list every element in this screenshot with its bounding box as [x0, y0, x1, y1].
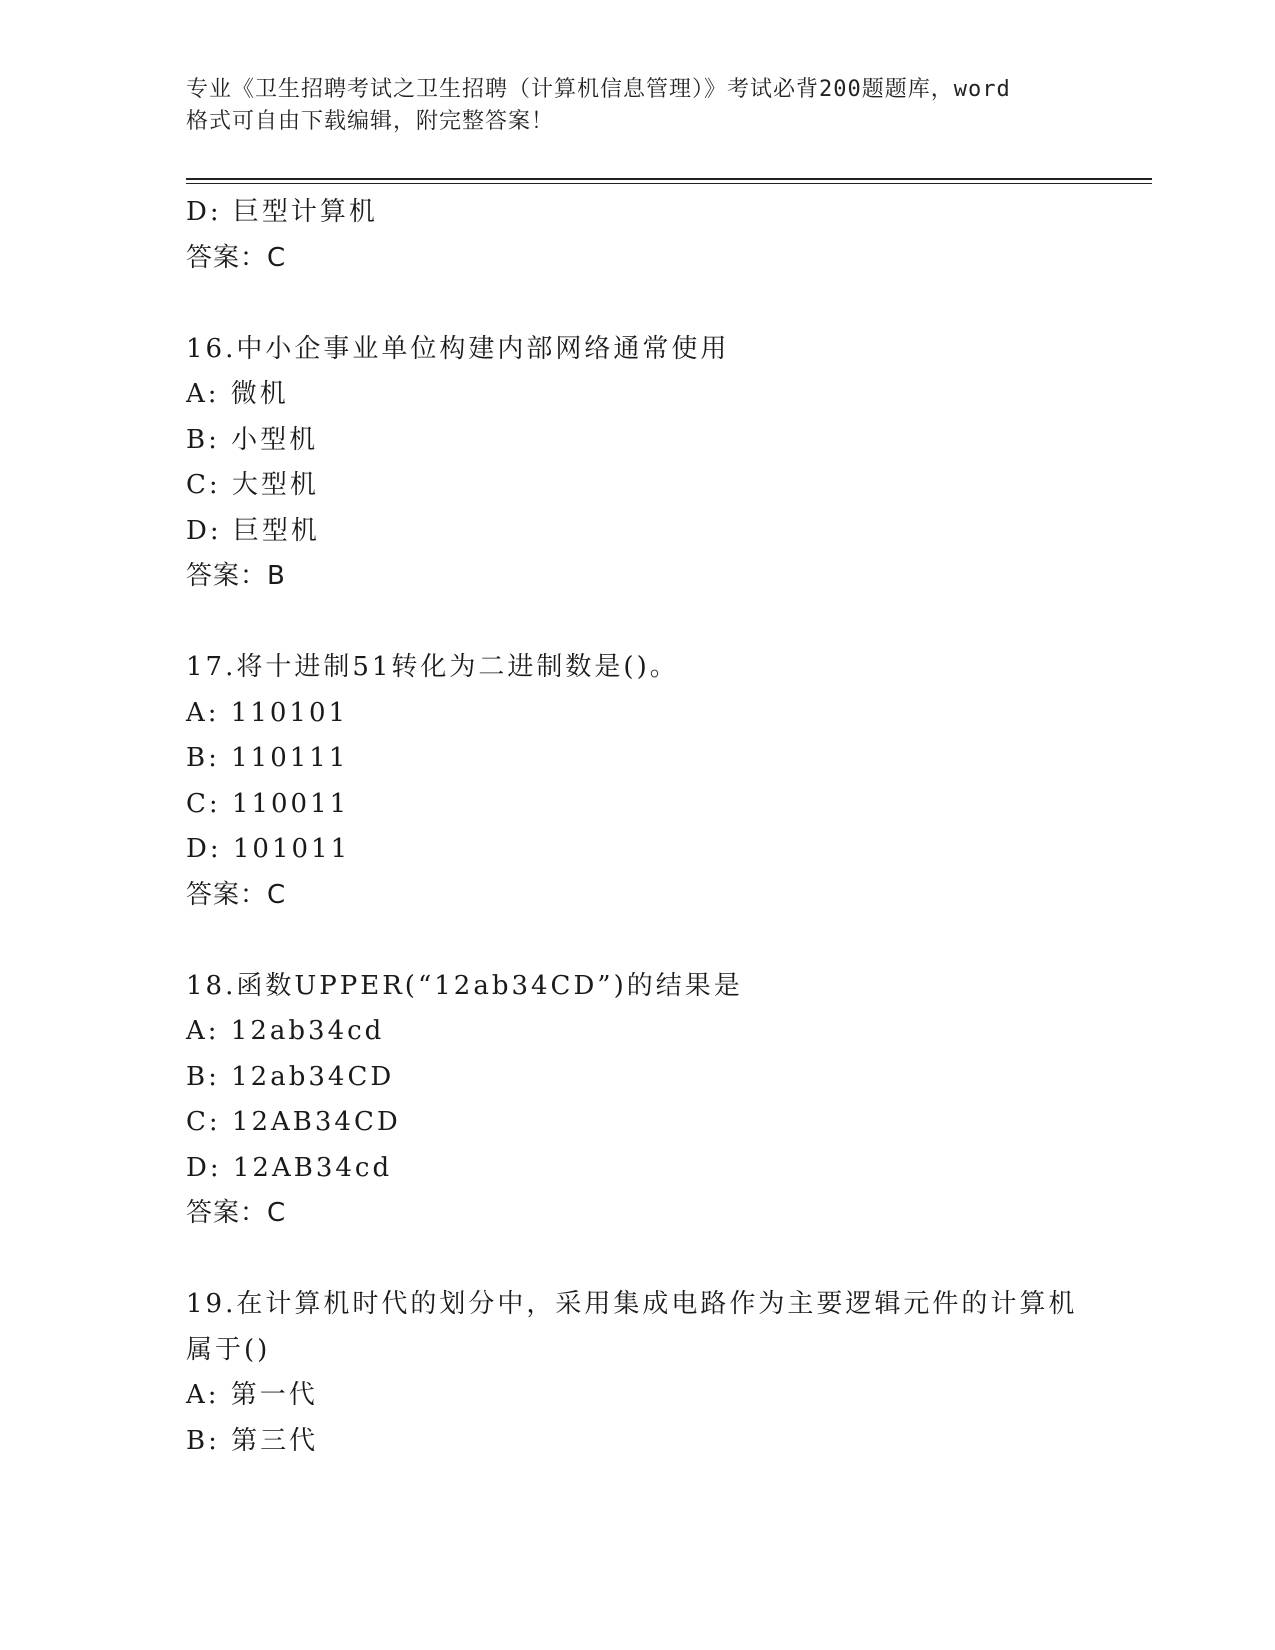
option-a: A: 110101: [186, 697, 349, 728]
header-divider-thin: [186, 183, 1152, 184]
answer: 答案：B: [186, 561, 286, 591]
option-a: A: 12ab34cd: [186, 1016, 385, 1046]
question-stem: 17.将十进制51转化为二进制数是()。: [186, 652, 679, 682]
spacer: [186, 918, 1146, 964]
answer: 答案：C: [186, 1198, 287, 1228]
question-16: [186, 327, 1146, 600]
option-a: A: 微机: [186, 379, 289, 409]
option-c: C: 12AB34CD: [186, 1107, 401, 1137]
option-d: D: 巨型机: [186, 515, 320, 546]
option-b: B: 110111: [186, 743, 349, 773]
question-19: [186, 1282, 1146, 1464]
header-divider-thick: [186, 178, 1152, 180]
question-15-tail: [186, 190, 1146, 281]
document-header: [186, 74, 1086, 138]
question-stem: 16.中小企事业单位构建内部网络通常使用: [186, 333, 730, 364]
spacer: [186, 281, 1146, 327]
answer: 答案：C: [186, 242, 287, 273]
question-17: [186, 645, 1146, 918]
option-b: B: 第三代: [186, 1425, 319, 1456]
question-list: [186, 190, 1146, 1464]
question-18: [186, 964, 1146, 1237]
option-b: B: 小型机: [186, 424, 319, 455]
spacer: [186, 1237, 1146, 1283]
option-b: B: 12ab34CD: [186, 1061, 395, 1092]
answer: 答案：C: [186, 879, 287, 910]
header-line-1: 专业《卫生招聘考试之卫生招聘（计算机信息管理）》考试必背200题题库，word: [186, 77, 1011, 102]
header-line-2: 格式可自由下载编辑，附完整答案！: [186, 109, 555, 134]
question-stem: 18.函数UPPER(“12ab34CD”)的结果是: [186, 970, 743, 1001]
spacer: [186, 600, 1146, 646]
option-d: D: 巨型计算机: [186, 197, 378, 227]
option-d: D: 101011: [186, 834, 351, 864]
option-a: A: 第一代: [186, 1380, 318, 1410]
option-d: D: 12AB34cd: [186, 1152, 393, 1183]
option-c: C: 110011: [186, 788, 350, 819]
question-stem-line-2: 属于(): [186, 1334, 271, 1365]
option-c: C: 大型机: [186, 470, 319, 500]
question-stem-line-1: 19.在计算机时代的划分中，采用集成电路作为主要逻辑元件的计算机: [186, 1289, 1078, 1319]
